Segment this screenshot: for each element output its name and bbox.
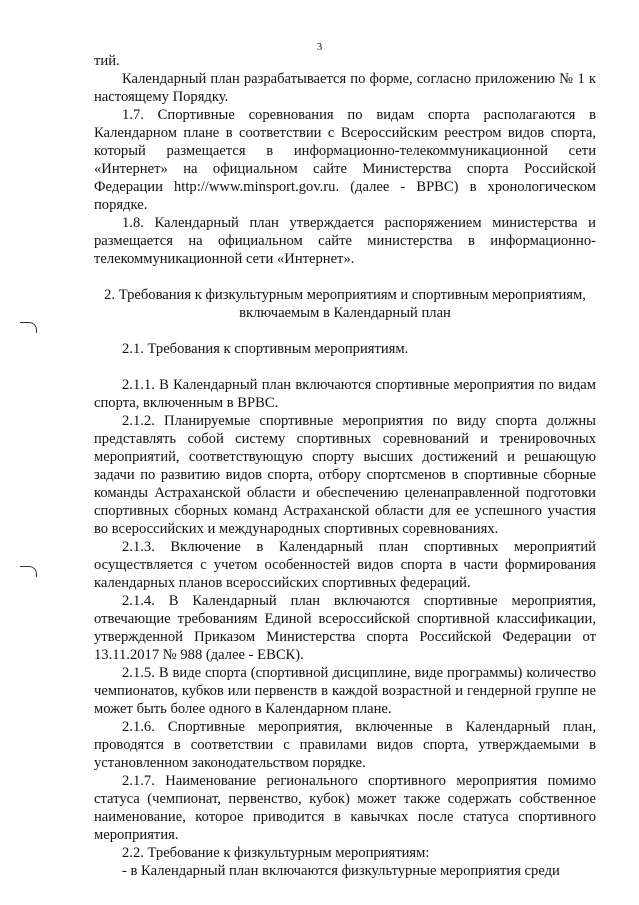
page-number: 3 — [316, 41, 323, 53]
paragraph: 2.1.6. Спортивные мероприятия, включенные в Календарный план, проводятся в соответствии с правилами видов спорта, утверждаемыми в установленном законодательством порядке. — [94, 719, 596, 771]
paragraph: 2.1.3. Включение в Календарный план спортивных мероприятий осуществляется с учетом особенностей видов спорта в части формирования календарных планов всероссийских спортивных федераций. — [94, 539, 596, 591]
paragraph: 2.1. Требования к спортивным мероприятиям. — [122, 341, 409, 357]
paragraph: Календарный план разрабатывается по форме, согласно приложению № 1 к настоящему Порядку. — [94, 71, 596, 105]
paragraph: 2.1.7. Наименование регионального спортивного мероприятия помимо статуса (чемпионат, первенство, кубок) может также содержать собственное наименование, которое приводится в кавычках после статуса спортивного мероприятия. — [94, 773, 596, 843]
paragraph: 1.7. Спортивные соревнования по видам спорта располагаются в Календарном плане в соответствии с Всероссийским реестром видов спорта, который размещается в информационно-телекоммуникационной сети «Интернет» на официальном сайте Министерства спорта Российской Федерации http://www.minsport.gov.ru. (далее - ВРВС) в хронологическом порядке. — [94, 107, 596, 213]
margin-mark — [20, 566, 37, 577]
paragraph: 2.1.5. В виде спорта (спортивной дисциплине, виде программы) количество чемпионатов, кубков или первенств в каждой возрастной и гендерной группе не может быть более одного в Календарном плане. — [94, 665, 596, 717]
paragraph: 2.1.4. В Календарный план включаются спортивные мероприятия, отвечающие требованиям Единой всероссийской спортивной классификации, утвержденной Приказом Министерства спорта Российской Федерации от 13.11.2017 № 988 (далее - ЕВСК). — [94, 593, 596, 663]
paragraph: 2.1.1. В Календарный план включаются спортивные мероприятия по видам спорта, включенным в ВРВС. — [94, 377, 596, 411]
section-heading: 2. Требования к физкультурным мероприятиям и спортивным мероприятиям, включаемым в Календарный план — [104, 287, 586, 321]
paragraph: 2.1.2. Планируемые спортивные мероприятия по виду спорта должны представлять собой систему спортивных соревнований и тренировочных мероприятий, соответствующую спорту высших достижений и решающую задачи по развитию видов спорта, отбору спортсменов в спортивные сборные команды Астраханской области и обеспечению целенаправленной подготовки спортивных сборных команд Астраханской области для ее успешного участия во всероссийских и международных спортивных соревнованиях. — [94, 413, 596, 537]
paragraph: - в Календарный план включаются физкультурные мероприятия среди — [122, 863, 560, 879]
paragraph: 1.8. Календарный план утверждается распоряжением министерства и размещается на официальном сайте министерства в информационно-телекоммуникационной сети «Интернет». — [94, 215, 596, 267]
margin-mark — [20, 322, 37, 333]
paragraph: 2.2. Требование к физкультурным мероприятиям: — [122, 845, 430, 861]
document-body — [94, 52, 596, 880]
paragraph: тий. — [94, 53, 120, 69]
